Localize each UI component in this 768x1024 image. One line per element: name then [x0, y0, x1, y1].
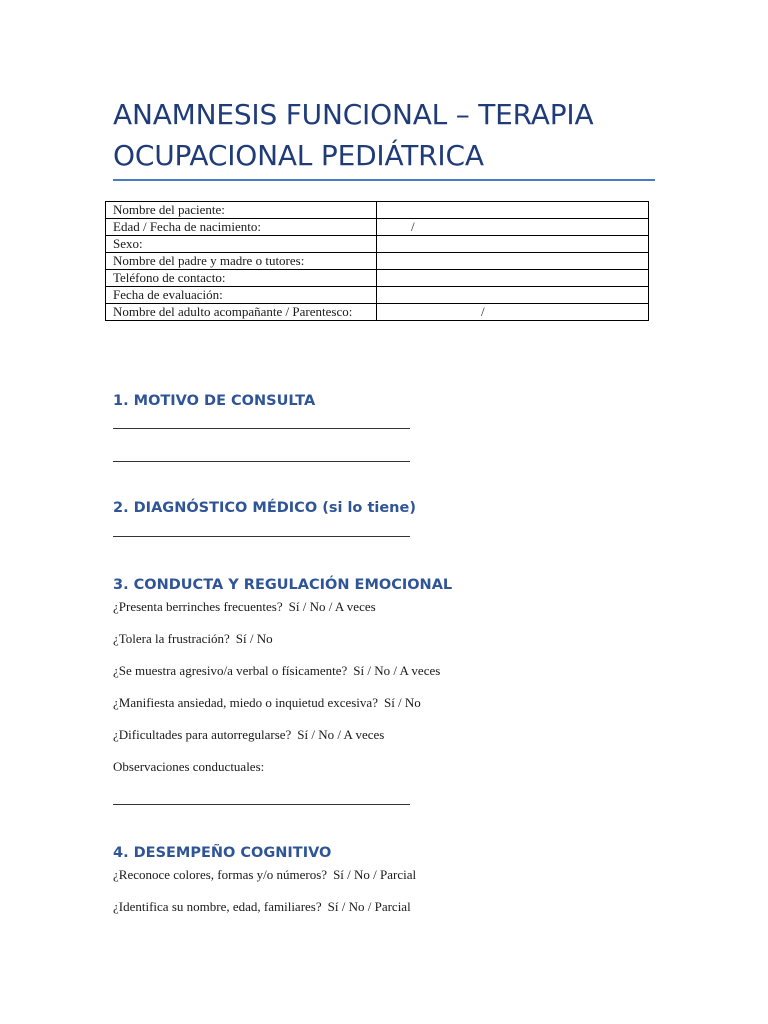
question-tantrums	[113, 598, 376, 615]
sex-field[interactable]	[377, 236, 649, 253]
answer-options[interactable]: Sí / No / A veces	[288, 599, 376, 614]
table-row	[106, 236, 649, 253]
answer-line[interactable]	[113, 461, 410, 462]
title-underline	[113, 179, 655, 181]
table-row	[106, 219, 649, 236]
phone-field[interactable]	[377, 270, 649, 287]
patient-name-field[interactable]	[377, 202, 649, 219]
question-self-regulation	[113, 726, 384, 743]
phone-label: Teléfono de contacto:	[106, 270, 377, 287]
question-text: ¿Se muestra agresivo/a verbal o físicamente?	[113, 663, 348, 678]
parents-field[interactable]	[377, 253, 649, 270]
table-row	[106, 202, 649, 219]
age-birthdate-field[interactable]	[377, 219, 649, 236]
answer-line[interactable]	[113, 804, 410, 805]
evaluation-date-label: Fecha de evaluación:	[106, 287, 377, 304]
patient-name-label: Nombre del paciente:	[106, 202, 377, 219]
parents-label: Nombre del padre y madre o tutores:	[106, 253, 377, 270]
document-title: ANAMNESIS FUNCIONAL – TERAPIA OCUPACIONAL PEDIÁTRICA	[113, 98, 594, 172]
table-row	[106, 270, 649, 287]
answer-line[interactable]	[113, 536, 410, 537]
answer-options[interactable]: Sí / No / Parcial	[333, 867, 417, 882]
question-text: ¿Identifica su nombre, edad, familiares?	[113, 899, 322, 914]
answer-options[interactable]: Sí / No / A veces	[353, 663, 441, 678]
patient-info-table	[105, 201, 649, 321]
companion-label: Nombre del adulto acompañante / Parentesco:	[106, 304, 377, 321]
section-heading-motivo: 1. MOTIVO DE CONSULTA	[113, 393, 316, 409]
sex-label: Sexo:	[106, 236, 377, 253]
question-text: ¿Manifiesta ansiedad, miedo o inquietud excesiva?	[113, 695, 378, 710]
table-row	[106, 304, 649, 321]
answer-options[interactable]: Sí / No	[235, 631, 273, 646]
question-colors-shapes	[113, 866, 416, 883]
field-separator: /	[481, 304, 485, 319]
question-text: ¿Tolera la frustración?	[113, 631, 230, 646]
section-heading-conducta: 3. CONDUCTA Y REGULACIÓN EMOCIONAL	[113, 577, 453, 593]
section-heading-cognitivo: 4. DESEMPEÑO COGNITIVO	[113, 845, 332, 861]
field-separator: /	[411, 219, 415, 234]
evaluation-date-field[interactable]	[377, 287, 649, 304]
answer-line[interactable]	[113, 428, 410, 429]
question-anxiety	[113, 694, 421, 711]
question-text: ¿Presenta berrinches frecuentes?	[113, 599, 283, 614]
answer-options[interactable]: Sí / No	[383, 695, 421, 710]
answer-options[interactable]: Sí / No / A veces	[297, 727, 385, 742]
answer-options[interactable]: Sí / No / Parcial	[327, 899, 411, 914]
age-birthdate-label: Edad / Fecha de nacimiento:	[106, 219, 377, 236]
companion-field[interactable]	[377, 304, 649, 321]
observations-label: Observaciones conductuales:	[113, 759, 265, 774]
question-text: ¿Reconoce colores, formas y/o números?	[113, 867, 328, 882]
section-heading-diagnostico: 2. DIAGNÓSTICO MÉDICO (si lo tiene)	[113, 500, 416, 516]
table-row	[106, 253, 649, 270]
question-frustration	[113, 630, 273, 647]
question-identity	[113, 898, 411, 915]
question-aggressive	[113, 662, 440, 679]
table-row	[106, 287, 649, 304]
question-text: ¿Dificultades para autorregularse?	[113, 727, 292, 742]
